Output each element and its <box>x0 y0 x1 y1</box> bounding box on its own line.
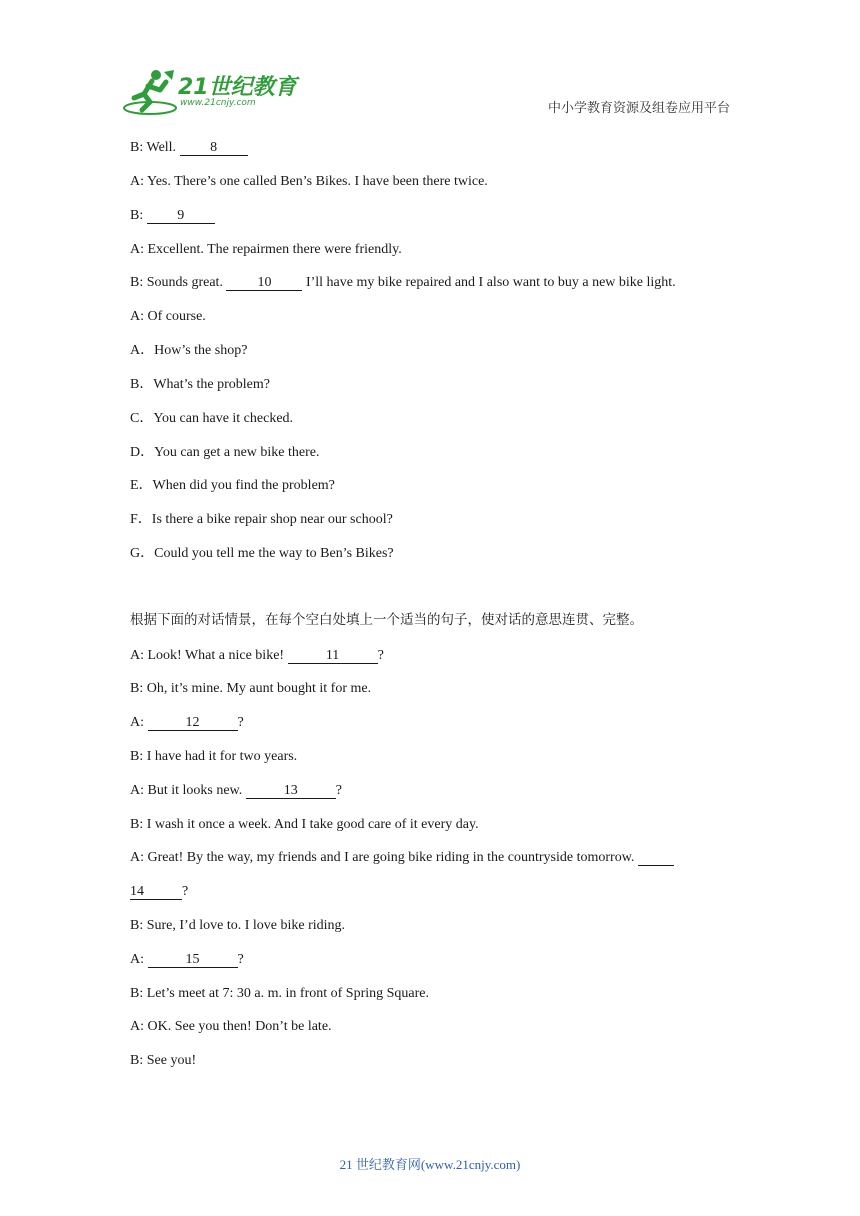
answer-blank-12: 12 <box>148 715 238 731</box>
header-platform-text: 中小学教育资源及组卷应用平台 <box>547 100 730 115</box>
section-instruction: 根据下面的对话情景，在每个空白处填上一个适当的句子，使对话的意思连贯、完整。 <box>130 612 643 628</box>
runner-logo-icon <box>122 68 178 116</box>
answer-blank-14-start <box>638 850 674 866</box>
page-footer: 21 世纪教育网(www.21cnjy.com) <box>339 1157 521 1172</box>
dialogue-line: A: 12 ? <box>130 715 244 730</box>
answer-blank-11: 11 <box>288 648 378 664</box>
dialogue-line: B: 9 <box>130 207 215 225</box>
option-a: A．How’s the shop? <box>130 343 248 358</box>
dialogue-line: B: I wash it once a week. And I take good care of it every day. <box>130 817 479 832</box>
dialogue-line: B: Oh, it’s mine. My aunt bought it for me. <box>130 681 372 696</box>
dialogue-line: A: Excellent. The repairmen there were friendly. <box>130 242 402 257</box>
option-c: C．You can have it checked. <box>130 411 294 426</box>
dialogue-line: 14 ? <box>130 884 189 899</box>
dialogue-line: B: I have had it for two years. <box>130 749 298 764</box>
answer-blank-13: 13 <box>246 783 336 799</box>
dialogue-line: A: Look! What a nice bike! 11 ? <box>130 648 384 663</box>
dialogue-line: A: OK. See you then! Don’t be late. <box>130 1019 332 1034</box>
answer-blank-8: 8 <box>180 140 248 156</box>
dialogue-line: A: Great! By the way, my friends and I are going bike riding in the countryside tomorrow. <box>130 849 674 867</box>
dialogue-line: B: Sure, I’d love to. I love bike riding. <box>130 918 346 933</box>
dialogue-line: B: Let’s meet at 7: 30 a. m. in front of Spring Square. <box>130 986 430 1001</box>
dialogue-line: A: Of course. <box>130 309 206 324</box>
option-e: E．When did you find the problem? <box>130 478 335 493</box>
logo-text: 21世纪教育 <box>178 75 297 100</box>
option-g: G．Could you tell me the way to Ben’s Bikes? <box>130 546 394 561</box>
answer-blank-15: 15 <box>148 952 238 968</box>
dialogue-line: A: 15 ? <box>130 952 244 967</box>
logo <box>122 68 297 116</box>
option-f: F．Is there a bike repair shop near our school? <box>130 512 393 527</box>
dialogue-line: B: Well. 8 <box>130 139 248 157</box>
answer-blank-10: 10 <box>226 275 302 291</box>
dialogue-line: A: But it looks new. 13 ? <box>130 783 342 798</box>
answer-blank-9: 9 <box>147 208 215 224</box>
option-b: B．What’s the problem? <box>130 377 270 392</box>
page-header <box>0 0 860 130</box>
dialogue-line: B: See you! <box>130 1053 197 1068</box>
dialogue-line: A: Yes. There’s one called Ben’s Bikes. I have been there twice. <box>130 174 488 189</box>
dialogue-line: B: Sounds great. 10 I’ll have my bike repaired and I also want to buy a new bike light. <box>130 275 676 290</box>
option-d: D．You can get a new bike there. <box>130 445 320 460</box>
answer-blank-14: 14 <box>130 884 182 900</box>
logo-url: www.21cnjy.com <box>180 98 256 108</box>
